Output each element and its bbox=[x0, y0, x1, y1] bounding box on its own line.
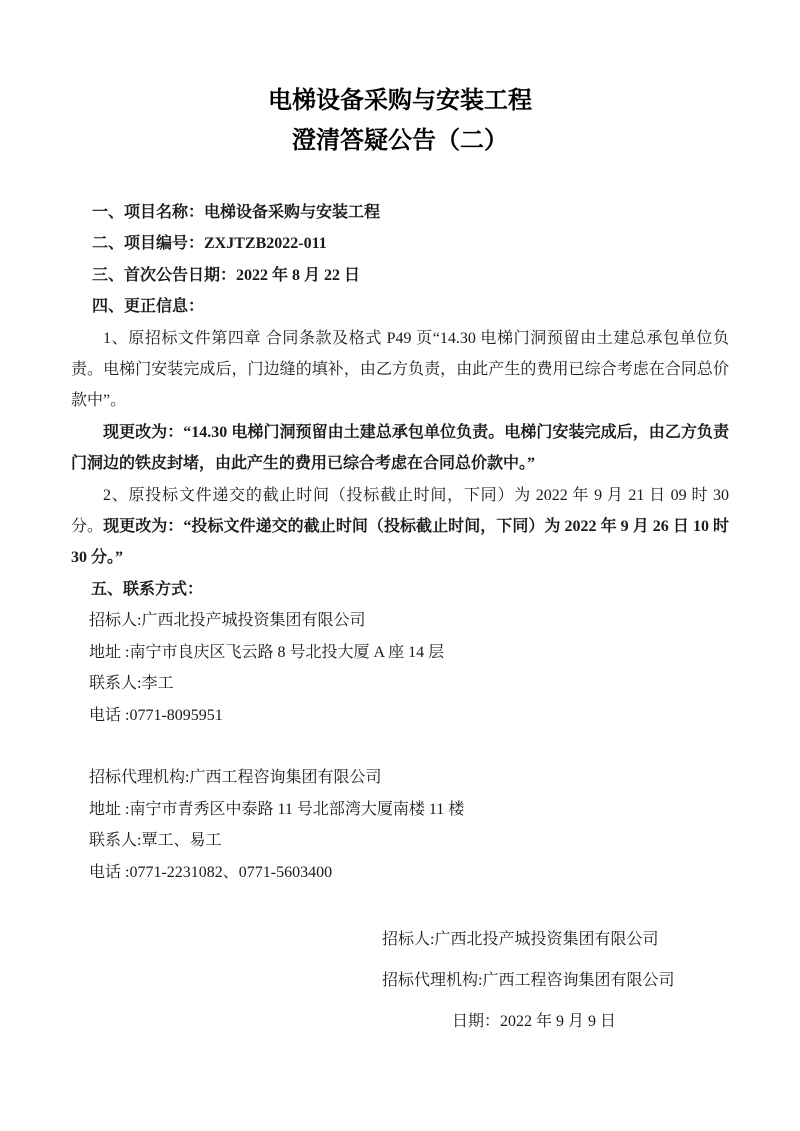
doc-title bbox=[71, 81, 729, 161]
signature-date-line: 日期：2022 年 9 月 9 日 bbox=[452, 1012, 617, 1030]
correction-paragraph-3-original: 2、原投标文件递交的截止时间（投标截止时间，下同）为 2022 年 9 月 21 日 09 时 30 分。 bbox=[71, 486, 729, 536]
signature-bidder-line: 招标人:广西北投产城投资集团有限公司 bbox=[382, 930, 659, 948]
meta-correction-info-heading: 四、更正信息： bbox=[92, 298, 205, 316]
meta-project-name: 一、项目名称：电梯设备采购与安装工程 bbox=[92, 204, 381, 221]
bidder-address-line: 地址 :南宁市良庆区飞云路 8 号北投大厦 A 座 14 层 bbox=[89, 643, 445, 661]
meta-project-number: 二、项目编号：ZXJTZB2022-011 bbox=[92, 235, 327, 253]
doc-title-line1: 电梯设备采购与安装工程 bbox=[268, 88, 532, 114]
bidder-phone-line: 电话 :0771-8095951 bbox=[89, 706, 223, 724]
spacer-line bbox=[71, 731, 729, 762]
agency-name-line: 招标代理机构:广西工程咨询集团有限公司 bbox=[89, 769, 382, 787]
doc-title-line2: 澄清答疑公告（二） bbox=[292, 128, 508, 154]
contact-section bbox=[71, 574, 729, 888]
agency-person-line: 联系人:覃工、易工 bbox=[89, 832, 222, 850]
agency-contact-block bbox=[71, 762, 729, 888]
signature-block bbox=[382, 919, 729, 1042]
signature-agency-line: 招标代理机构:广西工程咨询集团有限公司 bbox=[382, 971, 675, 989]
bidder-person-line: 联系人:李工 bbox=[89, 675, 174, 693]
correction-section bbox=[71, 323, 729, 574]
bidder-name-line: 招标人:广西北投产城投资集团有限公司 bbox=[89, 612, 366, 630]
agency-address-line: 地址 :南宁市青秀区中泰路 11 号北部湾大厦南楼 11 楼 bbox=[89, 800, 465, 818]
correction-paragraph-3-updated: 现更改为：“投标文件递交的截止时间（投标截止时间，下同）为 2022 年 9 月 26 日 10 时 30 分。” bbox=[71, 518, 729, 567]
correction-paragraph-1: 1、原招标文件第四章 合同条款及格式 P49 页“14.30 电梯门洞预留由土建总承包单位负责。电梯门安装完成后，门边缝的填补，由乙方负责，由此产生的费用已综合考虑在合同总价款中”。 bbox=[71, 329, 729, 410]
agency-phone-line: 电话 :0771-2231082、0771-5603400 bbox=[89, 863, 333, 881]
contact-heading: 五、联系方式： bbox=[91, 580, 204, 598]
correction-paragraph-3 bbox=[71, 480, 729, 574]
meta-first-announcement-date: 三、首次公告日期：2022 年 8 月 22 日 bbox=[92, 266, 361, 284]
bidder-contact-block bbox=[71, 605, 729, 731]
correction-paragraph-2: 现更改为：“14.30 电梯门洞预留由土建总承包单位负责。电梯门安装完成后，由乙方负责门洞边的铁皮封堵，由此产生的费用已综合考虑在合同总价款中。” bbox=[71, 423, 729, 473]
meta-block bbox=[71, 197, 729, 323]
